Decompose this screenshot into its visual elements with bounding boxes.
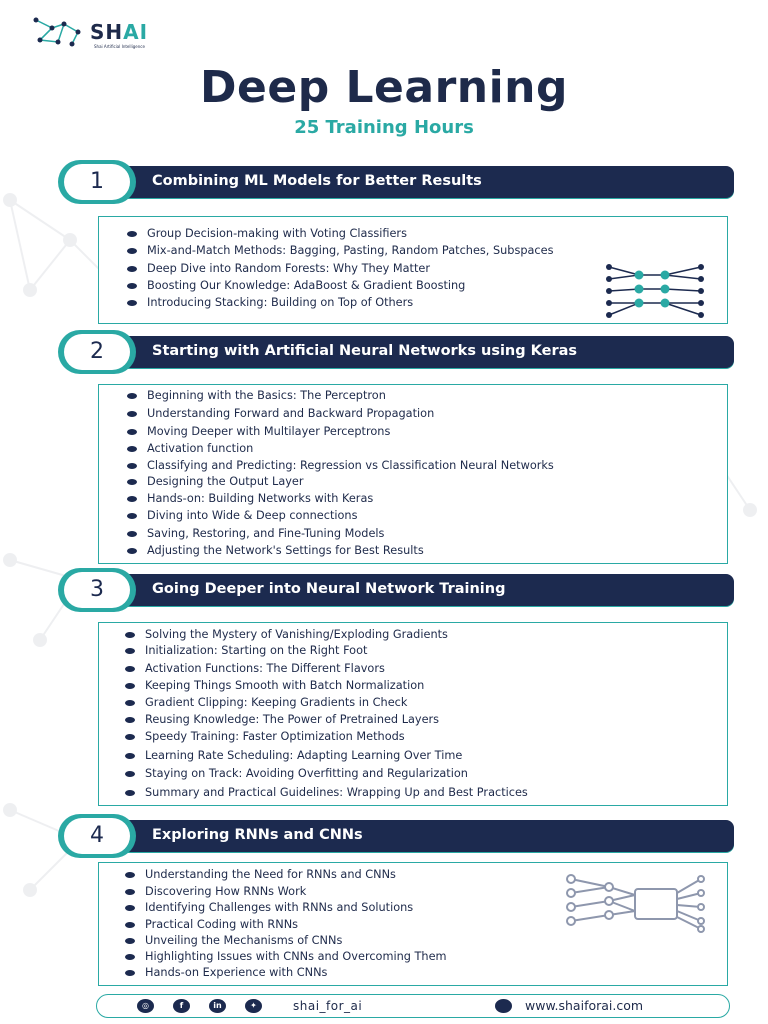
- list-item: Highlighting Issues with CNNs and Overcoming Them: [145, 950, 447, 963]
- list-item: Group Decision-making with Voting Classifiers: [147, 227, 407, 240]
- page-subtitle: 25 Training Hours: [294, 117, 474, 138]
- list-item: Gradient Clipping: Keeping Gradients in Check: [145, 696, 408, 709]
- list-item: Understanding Forward and Backward Propagation: [147, 407, 435, 420]
- logo-wordmark: SHAI: [90, 20, 149, 44]
- list-item: Learning Rate Scheduling: Adapting Learning Over Time: [145, 749, 463, 762]
- section-4-topics: [98, 862, 728, 986]
- page-title: Deep Learning: [199, 62, 569, 113]
- list-item: Hands-on: Building Networks with Keras: [147, 492, 374, 505]
- list-item: Adjusting the Network's Settings for Best Results: [147, 544, 424, 557]
- section-3-header: [58, 568, 734, 612]
- list-item: Introducing Stacking: Building on Top of Others: [147, 296, 414, 309]
- social-handle[interactable]: shai_for_ai: [293, 999, 363, 1013]
- list-item: Moving Deeper with Multilayer Perceptrons: [147, 425, 391, 438]
- linkedin-icon[interactable]: in: [209, 999, 226, 1013]
- section-title: Going Deeper into Neural Network Training: [152, 581, 506, 597]
- section-number-badge: [58, 330, 136, 374]
- list-item: Identifying Challenges with RNNs and Solutions: [145, 901, 414, 914]
- section-4-header: [58, 814, 734, 858]
- list-item: Mix-and-Match Methods: Bagging, Pasting, Random Patches, Subspaces: [147, 244, 554, 257]
- list-item: Diving into Wide & Deep connections: [147, 509, 358, 522]
- list-item: Keeping Things Smooth with Batch Normalization: [145, 679, 425, 692]
- section-number: 4: [64, 818, 130, 854]
- section-number-badge: [58, 160, 136, 204]
- section-1-header: [58, 160, 734, 204]
- section-1-topics: [98, 216, 728, 324]
- list-item: Speedy Training: Faster Optimization Methods: [145, 730, 405, 743]
- section-2-topics: [98, 384, 728, 564]
- section-number-badge: [58, 568, 136, 612]
- list-item: Activation function: [147, 442, 254, 455]
- section-2-header: [58, 330, 734, 374]
- logo-network-icon: [28, 14, 88, 48]
- section-number: 1: [64, 164, 130, 200]
- instagram-icon[interactable]: ◎: [137, 999, 154, 1013]
- list-item: Practical Coding with RNNs: [145, 918, 299, 931]
- neural-network-icon: [603, 261, 707, 319]
- facebook-icon[interactable]: f: [173, 999, 190, 1013]
- logo-tagline: Shai Artificial Intelligence: [94, 44, 145, 49]
- list-item: Beginning with the Basics: The Perceptron: [147, 389, 386, 402]
- list-item: Designing the Output Layer: [147, 475, 304, 488]
- neural-network-icon: [561, 871, 707, 933]
- globe-icon: [495, 999, 512, 1013]
- list-item: Deep Dive into Random Forests: Why They Matter: [147, 262, 430, 275]
- list-item: Hands-on Experience with CNNs: [145, 966, 328, 979]
- list-item: Boosting Our Knowledge: AdaBoost & Gradient Boosting: [147, 279, 466, 292]
- shai-logo: [28, 12, 168, 52]
- section-title: Starting with Artificial Neural Networks using Keras: [152, 343, 578, 359]
- list-item: Reusing Knowledge: The Power of Pretrained Layers: [145, 713, 440, 726]
- list-item: Understanding the Need for RNNs and CNNs: [145, 868, 396, 881]
- list-item: Saving, Restoring, and Fine-Tuning Models: [147, 527, 385, 540]
- contact-footer: [96, 994, 730, 1018]
- twitter-icon[interactable]: ✦: [245, 999, 262, 1013]
- list-item: Staying on Track: Avoiding Overfitting and Regularization: [145, 767, 468, 780]
- website-link[interactable]: www.shaiforai.com: [525, 998, 644, 1013]
- section-number: 3: [64, 572, 130, 608]
- list-item: Solving the Mystery of Vanishing/Exploding Gradients: [145, 628, 448, 641]
- list-item: Classifying and Predicting: Regression vs Classification Neural Networks: [147, 459, 554, 472]
- section-number: 2: [64, 334, 130, 370]
- section-3-topics: [98, 622, 728, 806]
- section-number-badge: [58, 814, 136, 858]
- list-item: Summary and Practical Guidelines: Wrapping Up and Best Practices: [145, 786, 528, 799]
- list-item: Unveiling the Mechanisms of CNNs: [145, 934, 343, 947]
- section-title: Combining ML Models for Better Results: [152, 173, 482, 189]
- section-title: Exploring RNNs and CNNs: [152, 827, 363, 843]
- list-item: Activation Functions: The Different Flavors: [145, 662, 385, 675]
- list-item: Initialization: Starting on the Right Foot: [145, 644, 368, 657]
- list-item: Discovering How RNNs Work: [145, 885, 307, 898]
